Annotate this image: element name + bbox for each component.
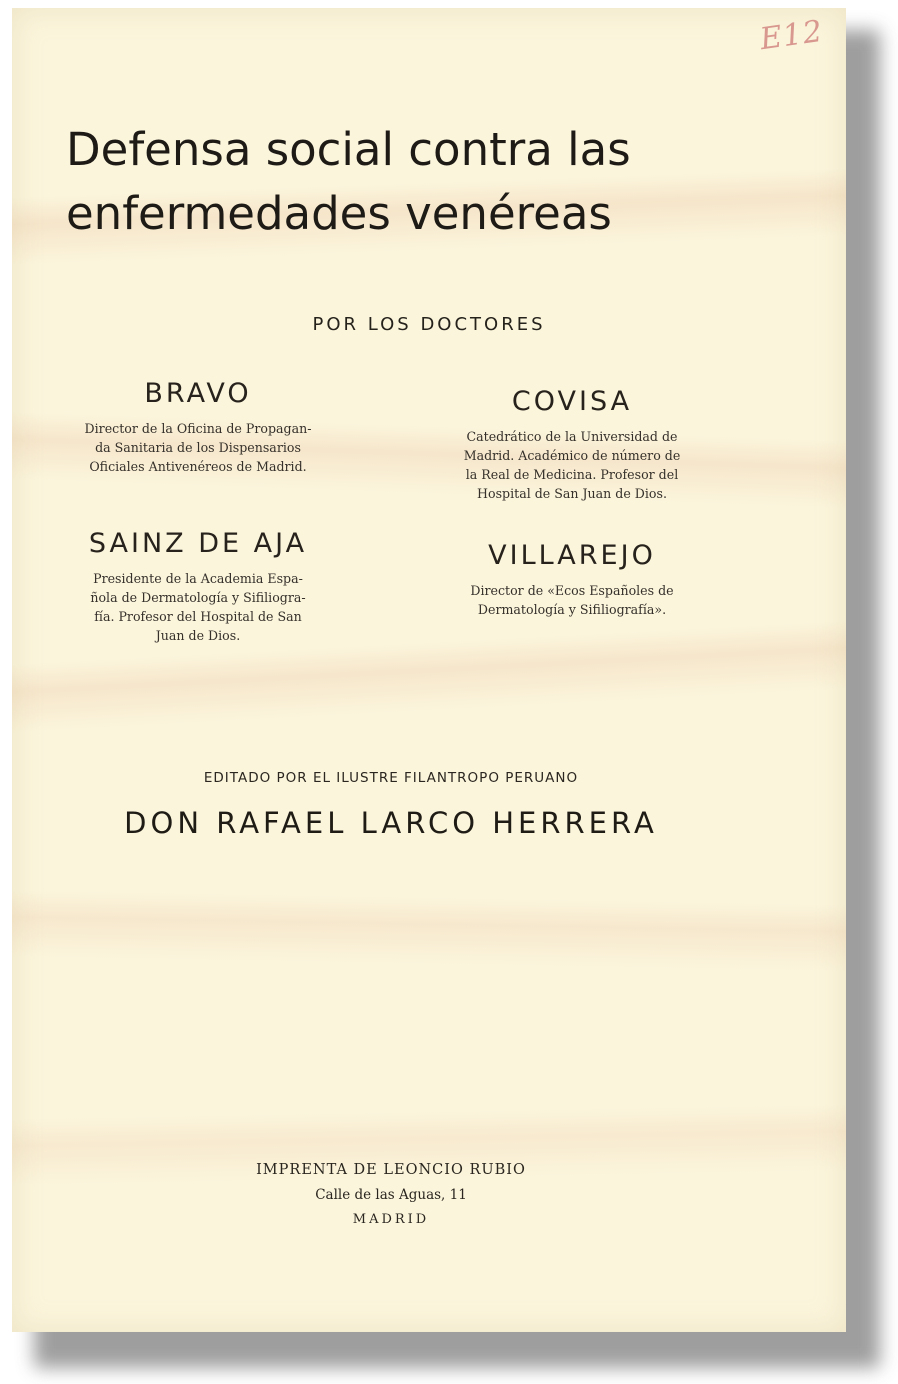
book-title (66, 118, 766, 246)
book-title-line-1: Defensa social contra las (66, 123, 631, 176)
author-description-line: la Real de Medicina. Profesor del (465, 467, 679, 482)
book-title-line-2: enfermedades venéreas (66, 187, 612, 240)
author-description-line: da Sanitaria de los Dispensarios (95, 440, 301, 455)
author-name: SAINZ DE AJA (88, 528, 308, 559)
author-description-line: fía. Profesor del Hospital de San (94, 609, 302, 624)
author-description-line: ñola de Dermatología y Sifiliogra- (90, 590, 306, 605)
author-description (48, 569, 348, 645)
author-description-line: Director de «Ecos Españoles de (470, 583, 674, 598)
title-page (12, 8, 846, 1332)
author-description-line: Juan de Dios. (155, 628, 241, 643)
author-name: BRAVO (144, 378, 252, 409)
author-name: COVISA (511, 386, 633, 417)
author-description-line: Hospital de San Juan de Dios. (477, 486, 667, 501)
imprint-street: Calle de las Aguas, 11 (315, 1187, 467, 1203)
editor-label: EDITADO POR EL ILUSTRE FILANTROPO PERUANO (203, 770, 579, 786)
author-description (422, 581, 722, 619)
editor-name: DON RAFAEL LARCO HERRERA (124, 806, 658, 840)
author-description-line: Director de la Oficina de Propagan- (84, 421, 312, 436)
handwritten-annotation: E12 (757, 13, 826, 58)
author-description-line: Madrid. Académico de número de (463, 448, 681, 463)
author-covisa (422, 386, 722, 503)
author-sainz-de-aja (48, 528, 348, 645)
author-description-line: Catedrático de la Universidad de (466, 429, 678, 444)
imprint-city: MADRID (352, 1212, 430, 1227)
author-description-line: Dermatología y Sifiliografía». (477, 602, 667, 617)
author-villarejo (422, 540, 722, 619)
author-name: VILLAREJO (488, 540, 656, 571)
authors-heading: POR LOS DOCTORES (312, 314, 546, 335)
author-description (422, 427, 722, 503)
author-description (48, 419, 348, 476)
author-bravo (48, 378, 348, 476)
imprint (12, 1162, 770, 1227)
author-description-line: Oficiales Antivenéreos de Madrid. (89, 459, 307, 474)
imprint-printer: IMPRENTA DE LEONCIO RUBIO (256, 1162, 526, 1178)
author-description-line: Presidente de la Academia Espa- (93, 571, 303, 586)
